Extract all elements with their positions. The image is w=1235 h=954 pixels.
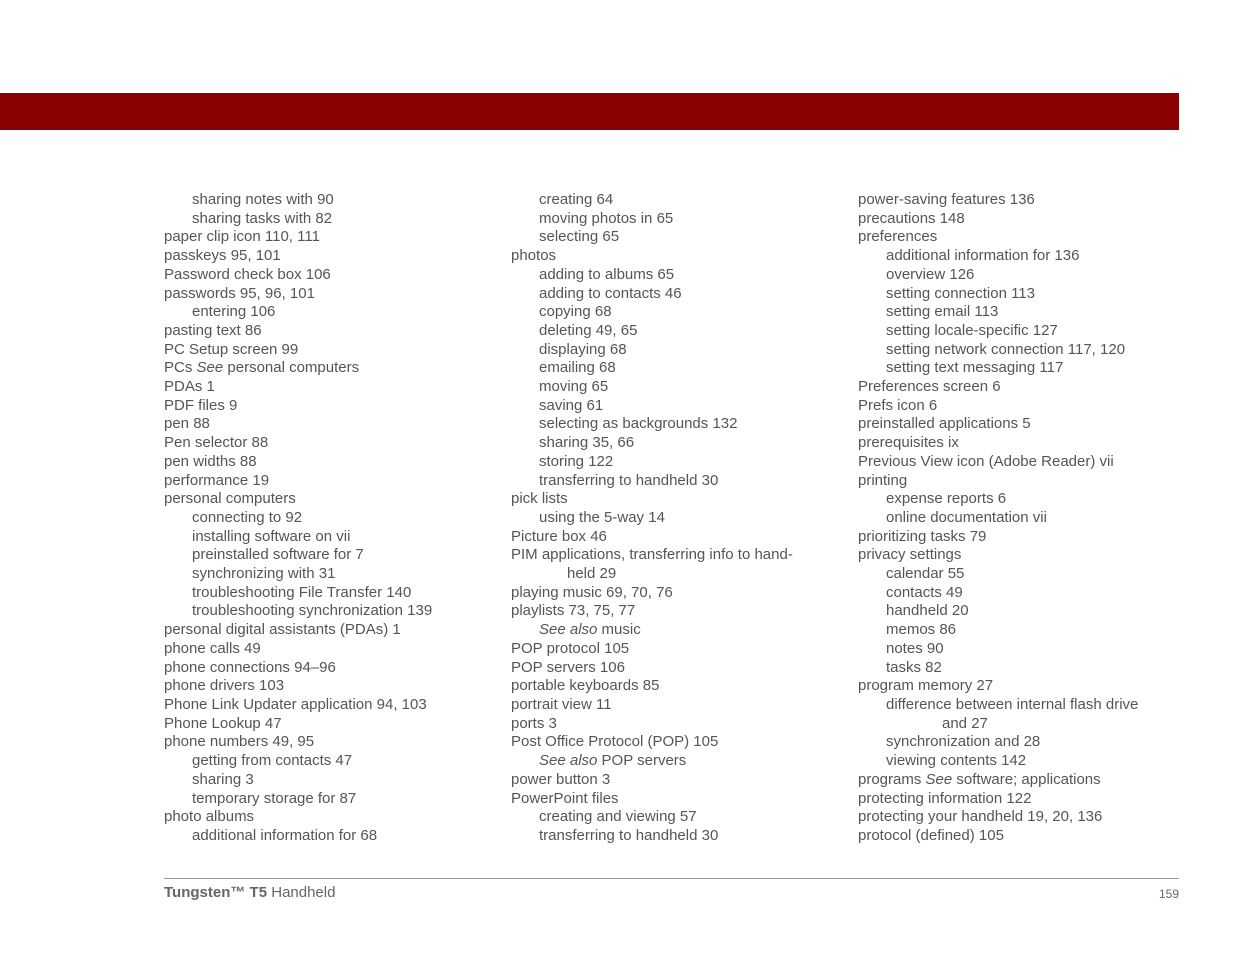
- entry-text: Prefs icon 6: [858, 396, 938, 414]
- entry-text: setting network connection 117, 120: [886, 340, 1126, 358]
- entry-text: using the 5-way 14: [539, 508, 665, 526]
- index-subentry: [164, 191, 504, 210]
- entry-text: setting email 113: [886, 303, 999, 321]
- index-subentry: [858, 247, 1198, 266]
- index-subentry: [164, 546, 504, 565]
- entry-text: setting text messaging 117: [886, 359, 1064, 377]
- index-subentry: [164, 752, 504, 771]
- index-subentry: [858, 696, 1198, 733]
- entry-text: personal computers: [164, 490, 296, 508]
- index-entry: [164, 453, 504, 472]
- entry-text: preinstalled software for 7: [192, 546, 364, 564]
- index-entry: [164, 266, 504, 285]
- entry-text: prerequisites ix: [858, 434, 959, 452]
- index-subentry: [511, 303, 851, 322]
- index-entry: [858, 210, 1198, 229]
- index-subentry: [164, 303, 504, 322]
- index-column-2: [511, 191, 851, 846]
- entry-text: protecting your handheld 19, 20, 136: [858, 808, 1103, 826]
- index-entry: [164, 640, 504, 659]
- entry-text: sharing 3: [192, 770, 254, 788]
- entry-text: selecting as backgrounds 132: [539, 415, 738, 433]
- entry-text: setting locale-specific 127: [886, 321, 1058, 339]
- entry-text: creating and viewing 57: [539, 808, 697, 826]
- index-subentry: [511, 434, 851, 453]
- entry-text: online documentation vii: [886, 508, 1047, 526]
- entry-text: passwords 95, 96, 101: [164, 284, 315, 302]
- entry-text: installing software on vii: [192, 527, 351, 545]
- entry-text: emailing 68: [539, 359, 616, 377]
- index-subentry: [511, 266, 851, 285]
- index-subentry: [858, 565, 1198, 584]
- index-entry: [858, 415, 1198, 434]
- index-subentry: [511, 378, 851, 397]
- entry-text: memos 86: [886, 621, 957, 639]
- entry-text: protocol (defined) 105: [858, 826, 1004, 844]
- index-entry: [164, 434, 504, 453]
- index-entry: [511, 790, 851, 809]
- entry-text: difference between internal flash drive: [886, 695, 1139, 713]
- entry-text: troubleshooting File Transfer 140: [192, 583, 412, 601]
- entry-text: handheld 20: [886, 602, 969, 620]
- index-entry: [858, 472, 1198, 491]
- entry-text: performance 19: [164, 471, 270, 489]
- entry-text: privacy settings: [858, 546, 962, 564]
- index-subentry: [511, 191, 851, 210]
- entry-text: contacts 49: [886, 583, 963, 601]
- entry-text: pasting text 86: [164, 321, 262, 339]
- page-number: 159: [1158, 887, 1179, 901]
- index-subentry: [164, 827, 504, 846]
- index-subentry: [511, 228, 851, 247]
- index-subentry: [164, 565, 504, 584]
- index-entry: [164, 677, 504, 696]
- index-entry: [511, 640, 851, 659]
- entry-text: music: [597, 621, 641, 639]
- index-entry: [858, 827, 1198, 846]
- cross-reference-label: See also: [539, 752, 598, 770]
- entry-text: passkeys 95, 101: [164, 247, 281, 265]
- index-column-3: [858, 191, 1198, 846]
- index-subentry: [858, 490, 1198, 509]
- entry-text: playing music 69, 70, 76: [511, 583, 673, 601]
- entry-text: software; applications: [952, 770, 1101, 788]
- index-entry: [164, 378, 504, 397]
- entry-text: synchronization and 28: [886, 733, 1041, 751]
- index-entry: [164, 696, 504, 715]
- entry-text: viewing contents 142: [886, 752, 1027, 770]
- index-subentry: [164, 771, 504, 790]
- index-subentry: [511, 472, 851, 491]
- entry-text: moving photos in 65: [539, 209, 674, 227]
- entry-text: Phone Link Updater application 94, 103: [164, 695, 427, 713]
- index-entry: [511, 584, 851, 603]
- cross-reference-label: See also: [539, 621, 598, 639]
- entry-text: phone connections 94–96: [164, 658, 336, 676]
- index-entry: [511, 546, 851, 583]
- index-subentry: [511, 341, 851, 360]
- index-subentry: [511, 453, 851, 472]
- entry-text: portrait view 11: [511, 695, 612, 713]
- index-entry: [511, 733, 851, 752]
- entry-text: pen widths 88: [164, 452, 257, 470]
- entry-text: POP servers 106: [511, 658, 625, 676]
- index-subentry: [511, 621, 851, 640]
- index-subentry: [164, 509, 504, 528]
- index-subentry: [511, 415, 851, 434]
- entry-text: moving 65: [539, 378, 609, 396]
- index-subentry: [858, 733, 1198, 752]
- index-subentry: [164, 584, 504, 603]
- entry-text: Preferences screen 6: [858, 378, 1001, 396]
- index-entry: [164, 415, 504, 434]
- entry-text: ports 3: [511, 714, 557, 732]
- entry-text: PDF files 9: [164, 396, 238, 414]
- entry-text: POP servers: [597, 752, 687, 770]
- entry-text: entering 106: [192, 303, 276, 321]
- index-entry: [164, 733, 504, 752]
- index-entry: [164, 490, 504, 509]
- entry-text: sharing 35, 66: [539, 434, 635, 452]
- entry-text: personal computers: [223, 359, 360, 377]
- index-subentry: [164, 790, 504, 809]
- entry-text: PowerPoint files: [511, 789, 619, 807]
- entry-text: creating 64: [539, 191, 614, 208]
- entry-text: protecting information 122: [858, 789, 1032, 807]
- entry-text: displaying 68: [539, 340, 627, 358]
- index-subentry: [858, 341, 1198, 360]
- index-subentry: [511, 359, 851, 378]
- entry-text: PDAs 1: [164, 378, 215, 396]
- index-entry: [858, 191, 1198, 210]
- product-name-bold: Tungsten™ T5: [164, 884, 268, 901]
- entry-text: additional information for 136: [886, 247, 1080, 265]
- entry-text: photos: [511, 247, 557, 265]
- footer-product-name: [164, 884, 335, 901]
- index-subentry: [164, 528, 504, 547]
- entry-text: getting from contacts 47: [192, 752, 353, 770]
- entry-text: expense reports 6: [886, 490, 1007, 508]
- index-subentry: [858, 303, 1198, 322]
- entry-text: phone calls 49: [164, 639, 261, 657]
- index-entry: [858, 378, 1198, 397]
- entry-text: photo albums: [164, 808, 255, 826]
- index-entry: [164, 322, 504, 341]
- entry-text: PCs: [164, 359, 197, 377]
- entry-text: transferring to handheld 30: [539, 826, 719, 844]
- index-entry: [858, 546, 1198, 565]
- entry-text: adding to contacts 46: [539, 284, 682, 302]
- index-subentry: [511, 752, 851, 771]
- entry-text: preferences: [858, 228, 938, 246]
- entry-text: PC Setup screen 99: [164, 340, 299, 358]
- entry-text: tasks 82: [886, 658, 942, 676]
- index-subentry: [164, 210, 504, 229]
- entry-text: copying 68: [539, 303, 612, 321]
- index-entry: [511, 490, 851, 509]
- index-entry: [858, 808, 1198, 827]
- index-entry: [858, 453, 1198, 472]
- index-entry: [511, 528, 851, 547]
- entry-text: selecting 65: [539, 228, 620, 246]
- entry-text: Post Office Protocol (POP) 105: [511, 733, 719, 751]
- index-subentry: [511, 509, 851, 528]
- entry-text: pick lists: [511, 490, 568, 508]
- entry-text: Picture box 46: [511, 527, 607, 545]
- index-entry: [858, 790, 1198, 809]
- entry-text: Phone Lookup 47: [164, 714, 282, 732]
- entry-text: phone numbers 49, 95: [164, 733, 315, 751]
- index-entry: [164, 621, 504, 640]
- index-subentry: [858, 322, 1198, 341]
- index-entry: [164, 359, 504, 378]
- footer-divider: [164, 878, 1179, 879]
- index-subentry: [858, 659, 1198, 678]
- index-entry: [511, 602, 851, 621]
- index-entry: [858, 228, 1198, 247]
- entry-text: Password check box 106: [164, 265, 331, 283]
- index-subentry: [511, 808, 851, 827]
- entry-text: calendar 55: [886, 565, 965, 583]
- index-entry: [164, 341, 504, 360]
- index-subentry: [858, 621, 1198, 640]
- index-subentry: [858, 752, 1198, 771]
- entry-text: power-saving features 136: [858, 191, 1035, 208]
- entry-text: transferring to handheld 30: [539, 471, 719, 489]
- index-entry: [164, 285, 504, 304]
- entry-text: overview 126: [886, 265, 975, 283]
- entry-text: programs: [858, 770, 926, 788]
- index-entry: [164, 247, 504, 266]
- cross-reference-label: See: [925, 770, 953, 788]
- index-subentry: [858, 359, 1198, 378]
- index-entry: [858, 677, 1198, 696]
- entry-text: connecting to 92: [192, 508, 303, 526]
- index-subentry: [858, 640, 1198, 659]
- entry-continuation: held 29: [567, 565, 617, 583]
- entry-text: deleting 49, 65: [539, 321, 638, 339]
- index-entry: [164, 808, 504, 827]
- index-entry: [511, 659, 851, 678]
- cross-reference-label: See: [196, 359, 224, 377]
- index-subentry: [858, 602, 1198, 621]
- index-entry: [858, 771, 1198, 790]
- entry-text: power button 3: [511, 770, 611, 788]
- index-subentry: [511, 210, 851, 229]
- index-entry: [164, 472, 504, 491]
- entry-text: portable keyboards 85: [511, 677, 660, 695]
- entry-text: pen 88: [164, 415, 210, 433]
- index-subentry: [858, 285, 1198, 304]
- index-subentry: [164, 602, 504, 621]
- index-subentry: [858, 266, 1198, 285]
- entry-text: phone drivers 103: [164, 677, 285, 695]
- entry-text: personal digital assistants (PDAs) 1: [164, 621, 401, 639]
- index-entry: [858, 397, 1198, 416]
- index-column-1: [164, 191, 504, 846]
- index-entry: [164, 659, 504, 678]
- entry-text: setting connection 113: [886, 284, 1035, 302]
- entry-text: temporary storage for 87: [192, 789, 357, 807]
- entry-text: Pen selector 88: [164, 434, 269, 452]
- entry-text: program memory 27: [858, 677, 994, 695]
- entry-text: adding to albums 65: [539, 265, 675, 283]
- entry-text: sharing tasks with 82: [192, 209, 333, 227]
- entry-text: prioritizing tasks 79: [858, 527, 987, 545]
- index-entry: [511, 715, 851, 734]
- index-entry: [858, 434, 1198, 453]
- entry-text: precautions 148: [858, 209, 965, 227]
- index-subentry: [858, 509, 1198, 528]
- index-subentry: [511, 322, 851, 341]
- entry-text: Previous View icon (Adobe Reader) vii: [858, 452, 1114, 470]
- entry-text: sharing notes with 90: [192, 191, 334, 208]
- entry-text: additional information for 68: [192, 826, 378, 844]
- index-subentry: [511, 827, 851, 846]
- entry-continuation: and 27: [942, 714, 988, 732]
- index-entry: [858, 528, 1198, 547]
- entry-text: storing 122: [539, 452, 614, 470]
- index-entry: [511, 771, 851, 790]
- index-subentry: [511, 285, 851, 304]
- entry-text: POP protocol 105: [511, 639, 630, 657]
- index-entry: [164, 715, 504, 734]
- entry-text: playlists 73, 75, 77: [511, 602, 636, 620]
- index-entry: [511, 247, 851, 266]
- index-entry: [511, 696, 851, 715]
- entry-text: synchronizing with 31: [192, 565, 336, 583]
- index-subentry: [858, 584, 1198, 603]
- entry-text: preinstalled applications 5: [858, 415, 1031, 433]
- entry-text: troubleshooting synchronization 139: [192, 602, 433, 620]
- entry-text: PIM applications, transferring info to hand-: [511, 546, 793, 564]
- index-subentry: [511, 397, 851, 416]
- entry-text: paper clip icon 110, 111: [164, 228, 320, 246]
- index-entry: [164, 397, 504, 416]
- product-name-rest: Handheld: [267, 884, 336, 901]
- index-entry: [164, 228, 504, 247]
- entry-text: printing: [858, 471, 908, 489]
- entry-text: notes 90: [886, 639, 944, 657]
- entry-text: saving 61: [539, 396, 604, 414]
- index-entry: [511, 677, 851, 696]
- header-banner: [0, 93, 1179, 130]
